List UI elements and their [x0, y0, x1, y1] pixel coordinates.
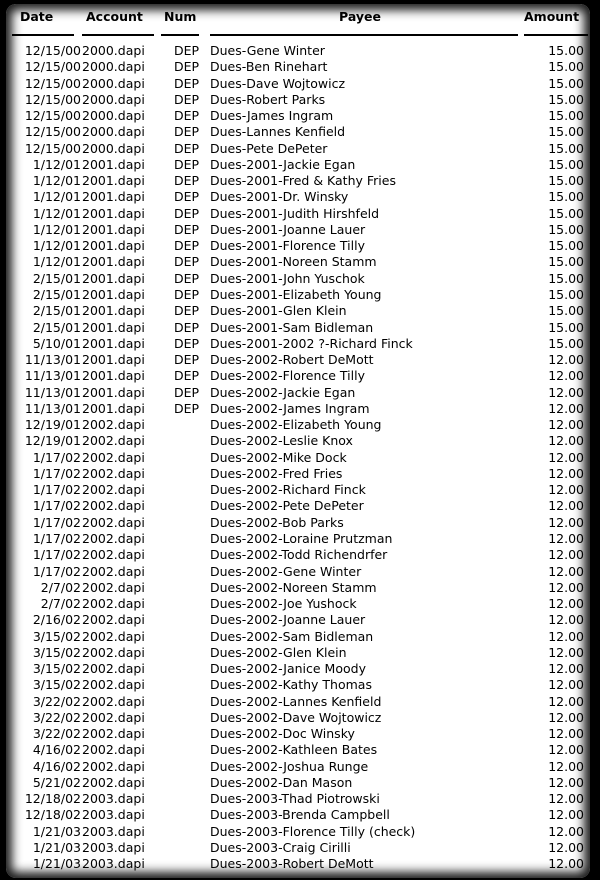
account-cell: 2000.dapi	[82, 91, 145, 107]
payee-cell: Dues-2002-Dave Wojtowicz	[210, 709, 382, 725]
amount-cell: 12.00	[548, 596, 584, 612]
num-cell: DEP	[174, 238, 200, 254]
date-cell: 12/19/01	[24, 433, 81, 449]
table-row[interactable]	[6, 173, 590, 189]
payee-cell: Dues-2003-Robert DeMott	[210, 856, 374, 872]
table-row[interactable]	[6, 840, 590, 856]
payee-cell: Dues-2001-Joanne Lauer	[210, 221, 366, 237]
header-rule-account	[82, 34, 154, 36]
payee-cell: Dues-2001-Dr. Winsky	[210, 189, 349, 205]
payee-cell: Dues-2002-Pete DePeter	[210, 498, 364, 514]
amount-cell: 12.00	[548, 530, 584, 546]
header-rule-amount	[524, 34, 588, 36]
date-cell: 1/17/02	[32, 514, 81, 530]
header-payee: Payee	[339, 9, 381, 24]
table-row[interactable]	[6, 807, 590, 823]
date-cell: 1/21/03	[32, 840, 81, 856]
payee-cell: Dues-2002-James Ingram	[210, 400, 370, 416]
table-row[interactable]	[6, 271, 590, 287]
date-cell: 3/15/02	[32, 661, 81, 677]
date-cell: 1/12/01	[32, 254, 81, 270]
amount-cell: 15.00	[548, 173, 584, 189]
date-cell: 1/12/01	[32, 238, 81, 254]
amount-cell: 12.00	[548, 840, 584, 856]
num-cell: DEP	[174, 59, 200, 75]
date-cell: 5/10/01	[32, 335, 81, 351]
table-row[interactable]	[6, 417, 590, 433]
account-cell: 2002.dapi	[82, 449, 145, 465]
table-row[interactable]	[6, 336, 590, 352]
table-row[interactable]	[6, 775, 590, 791]
header-rule-payee	[210, 34, 518, 36]
num-cell: DEP	[174, 205, 200, 221]
transaction-list	[6, 43, 590, 873]
table-row[interactable]	[6, 791, 590, 807]
payee-cell: Dues-2002-Joanne Lauer	[210, 612, 366, 628]
table-row[interactable]	[6, 824, 590, 840]
account-cell: 2001.dapi	[82, 254, 145, 270]
table-row[interactable]	[6, 726, 590, 742]
account-cell: 2002.dapi	[82, 661, 145, 677]
payee-cell: Dues-2003-Brenda Campbell	[210, 807, 390, 823]
account-cell: 2001.dapi	[82, 238, 145, 254]
payee-cell: Dues-2002-Joshua Runge	[210, 758, 369, 774]
num-cell: DEP	[174, 156, 200, 172]
table-row[interactable]	[6, 547, 590, 563]
account-cell: 2000.dapi	[82, 75, 145, 91]
date-cell: 2/15/01	[32, 319, 81, 335]
table-row[interactable]	[6, 856, 590, 872]
payee-cell: Dues-2002-Bob Parks	[210, 514, 344, 530]
amount-cell: 12.00	[548, 693, 584, 709]
table-row[interactable]	[6, 352, 590, 368]
amount-cell: 12.00	[548, 742, 584, 758]
payee-cell: Dues-2002-Doc Winsky	[210, 726, 355, 742]
account-cell: 2002.dapi	[82, 742, 145, 758]
header-account: Account	[86, 9, 143, 24]
amount-cell: 12.00	[548, 644, 584, 660]
account-cell: 2000.dapi	[82, 43, 145, 58]
amount-cell: 12.00	[548, 791, 584, 807]
amount-cell: 15.00	[548, 75, 584, 91]
table-row[interactable]	[6, 629, 590, 645]
date-cell: 12/15/00	[24, 140, 81, 156]
account-cell: 2003.dapi	[82, 791, 145, 807]
num-cell: DEP	[174, 335, 200, 351]
table-row[interactable]	[6, 254, 590, 270]
amount-cell: 12.00	[548, 465, 584, 481]
date-cell: 12/15/00	[24, 43, 81, 58]
date-cell: 1/12/01	[32, 156, 81, 172]
date-cell: 12/18/02	[24, 791, 81, 807]
num-cell: DEP	[174, 286, 200, 302]
account-cell: 2001.dapi	[82, 400, 145, 416]
amount-cell: 12.00	[548, 417, 584, 433]
num-cell: DEP	[174, 384, 200, 400]
table-row[interactable]	[6, 515, 590, 531]
date-cell: 5/21/02	[32, 774, 81, 790]
table-row[interactable]	[6, 238, 590, 254]
account-cell: 2002.dapi	[82, 693, 145, 709]
account-cell: 2001.dapi	[82, 319, 145, 335]
amount-cell: 15.00	[548, 91, 584, 107]
amount-cell: 15.00	[548, 140, 584, 156]
num-cell: DEP	[174, 140, 200, 156]
amount-cell: 15.00	[548, 254, 584, 270]
date-cell: 1/12/01	[32, 205, 81, 221]
account-cell: 2001.dapi	[82, 286, 145, 302]
payee-cell: Dues-Lannes Kenfield	[210, 124, 346, 140]
amount-cell: 12.00	[548, 823, 584, 839]
amount-cell: 15.00	[548, 221, 584, 237]
date-cell: 1/17/02	[32, 482, 81, 498]
account-cell: 2000.dapi	[82, 124, 145, 140]
amount-cell: 12.00	[548, 856, 584, 872]
table-row[interactable]	[6, 645, 590, 661]
amount-cell: 12.00	[548, 807, 584, 823]
amount-cell: 15.00	[548, 270, 584, 286]
table-row[interactable]	[6, 157, 590, 173]
amount-cell: 12.00	[548, 352, 584, 368]
amount-cell: 12.00	[548, 368, 584, 384]
table-row[interactable]	[6, 206, 590, 222]
table-row[interactable]	[6, 59, 590, 75]
account-cell: 2001.dapi	[82, 352, 145, 368]
amount-cell: 12.00	[548, 579, 584, 595]
date-cell: 12/15/00	[24, 124, 81, 140]
table-row[interactable]	[6, 742, 590, 758]
date-cell: 3/15/02	[32, 644, 81, 660]
table-row[interactable]	[6, 661, 590, 677]
account-cell: 2001.dapi	[82, 205, 145, 221]
num-cell: DEP	[174, 189, 200, 205]
payee-cell: Dues-2002-Robert DeMott	[210, 352, 374, 368]
column-header	[6, 4, 590, 38]
payee-cell: Dues-2002-Jackie Egan	[210, 384, 356, 400]
date-cell: 2/15/01	[32, 286, 81, 302]
payee-cell: Dues-2002-Glen Klein	[210, 644, 347, 660]
table-row[interactable]	[6, 43, 590, 59]
amount-cell: 12.00	[548, 709, 584, 725]
amount-cell: 12.00	[548, 628, 584, 644]
account-cell: 2000.dapi	[82, 108, 145, 124]
amount-cell: 15.00	[548, 303, 584, 319]
date-cell: 12/15/00	[24, 75, 81, 91]
date-cell: 11/13/01	[24, 384, 81, 400]
account-cell: 2002.dapi	[82, 433, 145, 449]
payee-cell: Dues-2002-Todd Richendrfer	[210, 547, 388, 563]
account-cell: 2002.dapi	[82, 563, 145, 579]
table-row[interactable]	[6, 677, 590, 693]
num-cell: DEP	[174, 75, 200, 91]
date-cell: 3/22/02	[32, 693, 81, 709]
table-row[interactable]	[6, 320, 590, 336]
table-row[interactable]	[6, 385, 590, 401]
amount-cell: 15.00	[548, 205, 584, 221]
payee-cell: Dues-2001-Elizabeth Young	[210, 286, 382, 302]
payee-cell: Dues-2001-2002 ?-Richard Finck	[210, 335, 413, 351]
date-cell: 4/16/02	[32, 758, 81, 774]
num-cell: DEP	[174, 368, 200, 384]
header-rule-num	[161, 34, 199, 36]
account-cell: 2001.dapi	[82, 270, 145, 286]
date-cell: 12/15/00	[24, 59, 81, 75]
amount-cell: 15.00	[548, 189, 584, 205]
payee-cell: Dues-2002-Mike Dock	[210, 449, 347, 465]
account-cell: 2002.dapi	[82, 530, 145, 546]
payee-cell: Dues-2002-Noreen Stamm	[210, 579, 377, 595]
payee-cell: Dues-2001-Noreen Stamm	[210, 254, 377, 270]
amount-cell: 15.00	[548, 124, 584, 140]
account-cell: 2001.dapi	[82, 335, 145, 351]
num-cell: DEP	[174, 43, 200, 58]
account-cell: 2001.dapi	[82, 221, 145, 237]
account-cell: 2002.dapi	[82, 726, 145, 742]
num-cell: DEP	[174, 303, 200, 319]
date-cell: 1/17/02	[32, 530, 81, 546]
num-cell: DEP	[174, 254, 200, 270]
table-row[interactable]	[6, 612, 590, 628]
date-cell: 2/7/02	[40, 579, 81, 595]
header-rule-date	[12, 34, 74, 36]
amount-cell: 15.00	[548, 319, 584, 335]
date-cell: 1/12/01	[32, 173, 81, 189]
amount-cell: 15.00	[548, 59, 584, 75]
account-cell: 2001.dapi	[82, 368, 145, 384]
amount-cell: 12.00	[548, 449, 584, 465]
account-cell: 2002.dapi	[82, 677, 145, 693]
amount-cell: 15.00	[548, 238, 584, 254]
amount-cell: 12.00	[548, 661, 584, 677]
account-cell: 2002.dapi	[82, 417, 145, 433]
payee-cell: Dues-2001-John Yuschok	[210, 270, 365, 286]
num-cell: DEP	[174, 221, 200, 237]
register-sheet	[6, 4, 590, 878]
payee-cell: Dues-2002-Leslie Knox	[210, 433, 353, 449]
account-cell: 2003.dapi	[82, 856, 145, 872]
table-row[interactable]	[6, 141, 590, 157]
payee-cell: Dues-2002-Sam Bidleman	[210, 628, 374, 644]
payee-cell: Dues-2002-Florence Tilly	[210, 368, 365, 384]
amount-cell: 12.00	[548, 547, 584, 563]
amount-cell: 15.00	[548, 156, 584, 172]
amount-cell: 15.00	[548, 286, 584, 302]
date-cell: 1/21/03	[32, 823, 81, 839]
payee-cell: Dues-2002-Dan Mason	[210, 774, 353, 790]
table-row[interactable]	[6, 92, 590, 108]
account-cell: 2001.dapi	[82, 173, 145, 189]
payee-cell: Dues-2001-Jackie Egan	[210, 156, 356, 172]
date-cell: 4/16/02	[32, 742, 81, 758]
num-cell: DEP	[174, 124, 200, 140]
payee-cell: Dues-Ben Rinehart	[210, 59, 328, 75]
header-num: Num	[164, 9, 197, 24]
table-row[interactable]	[6, 564, 590, 580]
payee-cell: Dues-Robert Parks	[210, 91, 326, 107]
date-cell: 1/17/02	[32, 498, 81, 514]
table-row[interactable]	[6, 303, 590, 319]
account-cell: 2001.dapi	[82, 189, 145, 205]
date-cell: 3/22/02	[32, 709, 81, 725]
amount-cell: 12.00	[548, 612, 584, 628]
account-cell: 2002.dapi	[82, 774, 145, 790]
amount-cell: 12.00	[548, 384, 584, 400]
account-cell: 2002.dapi	[82, 644, 145, 660]
payee-cell: Dues-2002-Richard Finck	[210, 482, 366, 498]
amount-cell: 15.00	[548, 43, 584, 58]
payee-cell: Dues-2001-Judith Hirshfeld	[210, 205, 380, 221]
payee-cell: Dues-2002-Gene Winter	[210, 563, 362, 579]
payee-cell: Dues-2003-Thad Piotrowski	[210, 791, 380, 807]
payee-cell: Dues-2001-Fred & Kathy Fries	[210, 173, 396, 189]
account-cell: 2002.dapi	[82, 547, 145, 563]
amount-cell: 12.00	[548, 563, 584, 579]
account-cell: 2000.dapi	[82, 140, 145, 156]
payee-cell: Dues-2002-Kathleen Bates	[210, 742, 378, 758]
payee-cell: Dues-Gene Winter	[210, 43, 325, 58]
date-cell: 2/15/01	[32, 303, 81, 319]
date-cell: 12/15/00	[24, 108, 81, 124]
date-cell: 11/13/01	[24, 400, 81, 416]
account-cell: 2002.dapi	[82, 612, 145, 628]
account-cell: 2003.dapi	[82, 807, 145, 823]
account-cell: 2001.dapi	[82, 384, 145, 400]
payee-cell: Dues-2001-Sam Bidleman	[210, 319, 374, 335]
date-cell: 12/19/01	[24, 417, 81, 433]
date-cell: 1/21/03	[32, 856, 81, 872]
table-row[interactable]	[6, 368, 590, 384]
date-cell: 1/17/02	[32, 449, 81, 465]
table-row[interactable]	[6, 108, 590, 124]
num-cell: DEP	[174, 319, 200, 335]
table-row[interactable]	[6, 482, 590, 498]
date-cell: 1/12/01	[32, 189, 81, 205]
account-cell: 2002.dapi	[82, 465, 145, 481]
payee-cell: Dues-2001-Glen Klein	[210, 303, 347, 319]
payee-cell: Dues-2003-Florence Tilly (check)	[210, 823, 416, 839]
payee-cell: Dues-2002-Janice Moody	[210, 661, 366, 677]
table-row[interactable]	[6, 580, 590, 596]
num-cell: DEP	[174, 91, 200, 107]
payee-cell: Dues-2002-Elizabeth Young	[210, 417, 382, 433]
payee-cell: Dues-2003-Craig Cirilli	[210, 840, 351, 856]
payee-cell: Dues-Dave Wojtowicz	[210, 75, 346, 91]
date-cell: 1/17/02	[32, 465, 81, 481]
table-row[interactable]	[6, 466, 590, 482]
table-row[interactable]	[6, 401, 590, 417]
payee-cell: Dues-2002-Fred Fries	[210, 465, 343, 481]
date-cell: 2/7/02	[40, 596, 81, 612]
payee-cell: Dues-2002-Loraine Prutzman	[210, 530, 393, 546]
header-amount: Amount	[524, 9, 580, 24]
table-row[interactable]	[6, 710, 590, 726]
account-cell: 2003.dapi	[82, 840, 145, 856]
table-row[interactable]	[6, 124, 590, 140]
table-row[interactable]	[6, 694, 590, 710]
amount-cell: 12.00	[548, 677, 584, 693]
date-cell: 11/13/01	[24, 368, 81, 384]
amount-cell: 12.00	[548, 400, 584, 416]
account-cell: 2002.dapi	[82, 758, 145, 774]
num-cell: DEP	[174, 400, 200, 416]
table-row[interactable]	[6, 531, 590, 547]
amount-cell: 12.00	[548, 498, 584, 514]
account-cell: 2002.dapi	[82, 628, 145, 644]
table-row[interactable]	[6, 433, 590, 449]
date-cell: 1/17/02	[32, 547, 81, 563]
amount-cell: 12.00	[548, 514, 584, 530]
table-row[interactable]	[6, 189, 590, 205]
num-cell: DEP	[174, 108, 200, 124]
date-cell: 3/15/02	[32, 677, 81, 693]
payee-cell: Dues-2002-Lannes Kenfield	[210, 693, 382, 709]
amount-cell: 12.00	[548, 774, 584, 790]
num-cell: DEP	[174, 173, 200, 189]
amount-cell: 12.00	[548, 433, 584, 449]
num-cell: DEP	[174, 270, 200, 286]
table-row[interactable]	[6, 222, 590, 238]
amount-cell: 12.00	[548, 482, 584, 498]
date-cell: 2/15/01	[32, 270, 81, 286]
amount-cell: 12.00	[548, 758, 584, 774]
date-cell: 12/18/02	[24, 807, 81, 823]
date-cell: 11/13/01	[24, 352, 81, 368]
account-cell: 2002.dapi	[82, 709, 145, 725]
table-row[interactable]	[6, 759, 590, 775]
num-cell: DEP	[174, 352, 200, 368]
table-row[interactable]	[6, 498, 590, 514]
table-row[interactable]	[6, 450, 590, 466]
account-cell: 2003.dapi	[82, 823, 145, 839]
account-cell: 2001.dapi	[82, 156, 145, 172]
account-cell: 2002.dapi	[82, 596, 145, 612]
date-cell: 3/22/02	[32, 726, 81, 742]
amount-cell: 15.00	[548, 335, 584, 351]
date-cell: 2/16/02	[32, 612, 81, 628]
account-cell: 2002.dapi	[82, 579, 145, 595]
date-cell: 1/12/01	[32, 221, 81, 237]
payee-cell: Dues-2001-Florence Tilly	[210, 238, 365, 254]
account-cell: 2001.dapi	[82, 303, 145, 319]
account-cell: 2002.dapi	[82, 514, 145, 530]
payee-cell: Dues-James Ingram	[210, 108, 334, 124]
account-cell: 2000.dapi	[82, 59, 145, 75]
account-cell: 2002.dapi	[82, 482, 145, 498]
payee-cell: Dues-2002-Kathy Thomas	[210, 677, 372, 693]
header-date: Date	[20, 9, 54, 24]
amount-cell: 12.00	[548, 726, 584, 742]
date-cell: 12/15/00	[24, 91, 81, 107]
account-cell: 2002.dapi	[82, 498, 145, 514]
table-row[interactable]	[6, 287, 590, 303]
date-cell: 1/17/02	[32, 563, 81, 579]
date-cell: 3/15/02	[32, 628, 81, 644]
payee-cell: Dues-2002-Joe Yushock	[210, 596, 357, 612]
table-row[interactable]	[6, 596, 590, 612]
amount-cell: 15.00	[548, 108, 584, 124]
table-row[interactable]	[6, 76, 590, 92]
payee-cell: Dues-Pete DePeter	[210, 140, 328, 156]
